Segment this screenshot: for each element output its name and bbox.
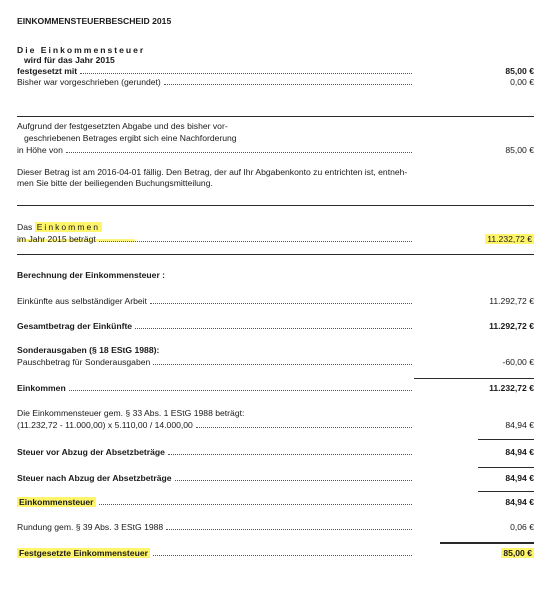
- row-nachforderung: [17, 144, 534, 155]
- dot-leader: [66, 152, 412, 153]
- nach-value: 84,94 €: [505, 473, 534, 483]
- row-einkuenfte: [17, 295, 534, 306]
- row-steuer-nach: [17, 472, 534, 483]
- dot-leader: [168, 454, 412, 455]
- festgesetzt-value: 85,00 €: [505, 66, 534, 76]
- dot-leader: [153, 364, 412, 365]
- einkommen-word-highlighted: Einkommen: [36, 222, 101, 232]
- sum-line: [478, 491, 534, 492]
- bisher-value: 0,00 €: [510, 77, 534, 87]
- gem-value: 84,94 €: [505, 420, 534, 430]
- row-steuer-vor: [17, 446, 534, 457]
- bisher-label: Bisher war vorgeschrieben (gerundet): [17, 77, 161, 87]
- einkuenfte-label: Einkünfte aus selbständiger Arbeit: [17, 296, 147, 306]
- row-einkommensteuer: [17, 496, 534, 507]
- einkommen-value: 11.232,72 €: [489, 383, 534, 393]
- row-einkommen-jahr: [17, 233, 534, 244]
- sum-line: [478, 439, 534, 440]
- dot-leader: [166, 529, 412, 530]
- est-label-highlighted: Einkommensteuer: [19, 497, 94, 507]
- gem-formula: (11.232,72 - 11.000,00) x 5.110,00 / 14.000,00: [17, 420, 193, 430]
- dot-leader: [175, 480, 412, 481]
- row-rundung: [17, 521, 534, 532]
- fest-label-highlighted: Festgesetzte Einkommensteuer: [19, 548, 148, 558]
- divider: [17, 205, 534, 206]
- vor-value: 84,94 €: [505, 447, 534, 457]
- dot-leader: [80, 73, 412, 74]
- block2-line1: Aufgrund der festgesetzten Abgabe und des bisher vor-: [17, 121, 228, 131]
- total-double-line: [440, 542, 534, 544]
- festgesetzt-label: festgesetzt mit: [17, 66, 78, 76]
- hoehe-label: in Höhe von: [17, 145, 63, 155]
- calc-heading: Berechnung der Einkommensteuer :: [17, 270, 166, 280]
- einkommen-heading: [17, 222, 102, 232]
- dot-leader: [153, 555, 412, 556]
- sum-line: [414, 378, 534, 379]
- row-pauschbetrag: [17, 356, 534, 367]
- sum-line: [478, 467, 534, 468]
- gesamt-label: Gesamtbetrag der Einkünfte: [17, 321, 133, 331]
- row-festgesetzt: [17, 65, 534, 76]
- dot-leader: [69, 390, 412, 391]
- divider: [17, 116, 534, 117]
- hoehe-value: 85,00 €: [505, 145, 534, 155]
- sonderausgaben-heading: Sonderausgaben (§ 18 EStG 1988):: [17, 345, 160, 355]
- row-festgesetzte-est: [17, 547, 534, 558]
- einkommen-label: Einkommen: [17, 383, 66, 393]
- row-est-gem: [17, 419, 534, 430]
- rundung-label: Rundung gem. § 39 Abs. 3 EStG 1988: [17, 522, 164, 532]
- block1-line2: wird für das Jahr 2015: [24, 55, 115, 65]
- block2-line2: geschriebenen Betrages ergibt sich eine Nachforderung: [24, 133, 237, 143]
- est-gem-line1: Die Einkommensteuer gem. § 33 Abs. 1 EStG 1988 beträgt:: [17, 408, 245, 418]
- block1-line1: Die Einkommensteuer: [17, 45, 146, 55]
- einkuenfte-value: 11.292,72 €: [489, 296, 534, 306]
- est-value: 84,94 €: [505, 497, 534, 507]
- vor-label: Steuer vor Abzug der Absetzbeträge: [17, 447, 165, 457]
- dot-leader: [164, 84, 412, 85]
- fest-value-highlighted: 85,00 €: [503, 548, 532, 558]
- divider: [17, 254, 534, 255]
- row-einkommen: [17, 382, 534, 393]
- jahr-label: im Jahr 2015 beträgt: [17, 234, 96, 244]
- pausch-value: -60,00 €: [502, 357, 534, 367]
- jahr-value-highlighted: 11.232,72 €: [487, 234, 532, 244]
- rundung-value: 0,06 €: [510, 522, 534, 532]
- row-bisher: [17, 76, 534, 87]
- document-title: EINKOMMENSTEUERBESCHEID 2015: [17, 16, 172, 26]
- pausch-label: Pauschbetrag für Sonderausgaben: [17, 357, 151, 367]
- due-paragraph-line2: men Sie bitte der beiliegenden Buchungsmitteilung.: [17, 178, 213, 188]
- dot-leader: [150, 303, 412, 304]
- das-word: Das: [17, 222, 33, 232]
- dot-leader: [196, 427, 412, 428]
- due-paragraph-line1: Dieser Betrag ist am 2016-04-01 fällig. Den Betrag, der auf Ihr Abgabenkonto zu entrichten ist, entneh-: [17, 167, 408, 177]
- row-gesamtbetrag: [17, 320, 534, 331]
- dot-leader: [99, 241, 412, 242]
- dot-leader: [99, 504, 412, 505]
- gesamt-value: 11.292,72 €: [489, 321, 534, 331]
- dot-leader: [135, 328, 412, 329]
- nach-label: Steuer nach Abzug der Absetzbeträge: [17, 473, 172, 483]
